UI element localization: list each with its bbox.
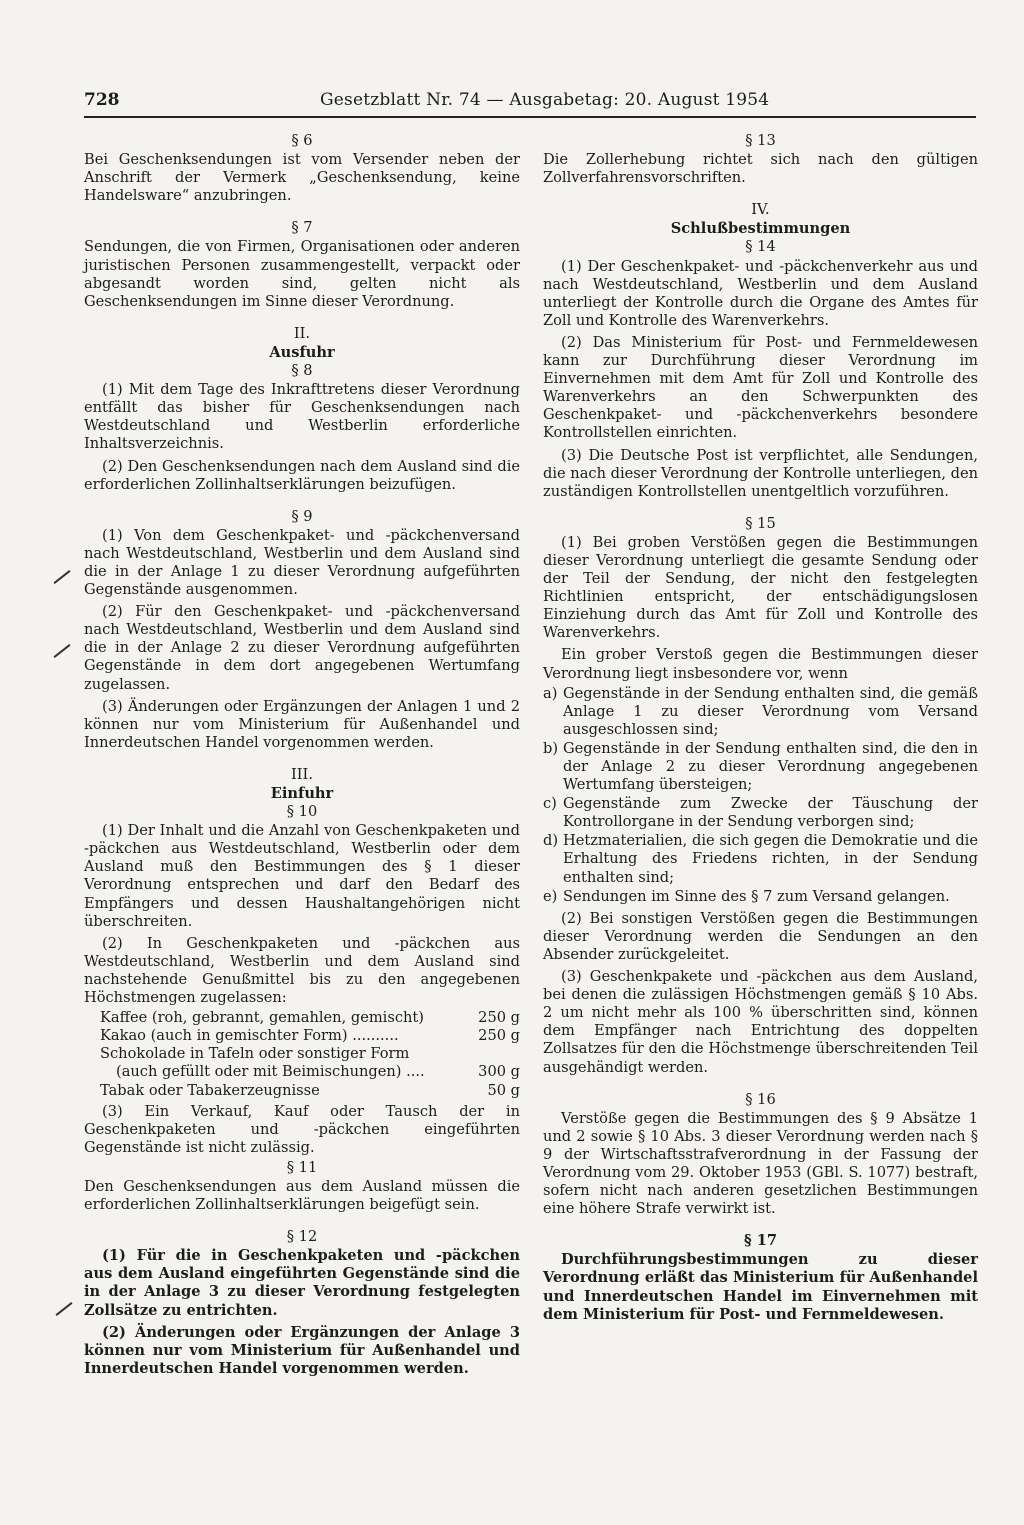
- violation-list: [543, 685, 978, 906]
- goods-row: [100, 1063, 520, 1081]
- paragraph: Den Geschenksendungen aus dem Ausland müssen die erforderlichen Zollinhaltserklärungen beigefügt sein.: [84, 1177, 520, 1214]
- page-header: [84, 88, 976, 118]
- section-heading: § 16: [745, 1090, 776, 1108]
- section-heading: § 11: [286, 1158, 318, 1176]
- paragraph: (2) Bei sonstigen Verstößen gegen die Bestimmungen dieser Verordnung werden die Sendungen an den Absender zurückgeleitet.: [543, 909, 978, 963]
- paragraph: (1) Mit dem Tage des Inkrafttretens dieser Verordnung entfällt das bisher für Geschenksendungen nach Westdeutschland und Westberlin erforderliche Inhaltsverzeichnis.: [84, 381, 520, 453]
- goods-row: [100, 1027, 520, 1045]
- goods-name: Kaffee (roh, gebrannt, gemahlen, gemischt): [100, 1009, 424, 1027]
- goods-name: Kakao (auch in gemischter Form) ..........: [100, 1027, 399, 1045]
- margin-mark: [54, 570, 71, 584]
- list-item: [543, 740, 978, 794]
- paragraph: (2) In Geschenkpaketen und -päckchen aus Westdeutschland, Westberlin und dem Ausland sind nachstehende Genußmittel bis zu den angegebenen Höchstmengen zugelassen:: [84, 934, 520, 1007]
- section-heading: § 6: [291, 132, 313, 149]
- paragraph: Durchführungsbestimmungen zu dieser Verordnung erläßt das Ministerium für Außenhandel und Innerdeutschen Handel im Einvernehmen mit dem Ministerium für Post- und Fernmeldewesen.: [543, 1251, 978, 1323]
- part-title: Schlußbestimmungen: [670, 220, 851, 238]
- section-heading: § 13: [745, 132, 776, 149]
- list-item: [543, 832, 978, 886]
- list-letter: c): [543, 795, 557, 813]
- section-heading: § 17: [743, 1232, 778, 1250]
- section-heading: § 14: [745, 238, 776, 256]
- list-text: Gegenstände zum Zwecke der Täuschung der Kontrollorgane in der Sendung verborgen sind;: [563, 795, 978, 831]
- paragraph: Sendungen, die von Firmen, Organisationen oder anderen juristischen Personen zusammengestellt, verpackt oder abgesandt worden sind, gelten nicht als Geschenksendungen im Sinne dieser Verordnung.: [84, 238, 520, 310]
- section-heading: § 12: [286, 1228, 318, 1246]
- paragraph: (3) Änderungen oder Ergänzungen der Anlagen 1 und 2 können nur vom Ministerium für Außenhandel und Innerdeutschen Handel vorgenommen werden.: [84, 697, 520, 751]
- part-title: Ausfuhr: [269, 343, 335, 361]
- list-letter: a): [543, 684, 558, 702]
- page-number: 728: [84, 90, 120, 110]
- section-heading: § 15: [745, 514, 776, 532]
- goods-name: Schokolade in Tafeln oder sonstiger Form: [100, 1045, 410, 1063]
- paragraph: Verstöße gegen die Bestimmungen des § 9 Absätze 1 und 2 sowie § 10 Abs. 3 dieser Verordnung werden nach § 9 der Wirtschaftsstrafverordnung in der Fassung der Verordnung vom 29. Oktober 1953 (GBl. S. 1077) bestraft, sofern nicht nach anderen gesetzlichen Bestimmungen eine höhere Strafe verwirkt ist.: [543, 1109, 978, 1218]
- margin-mark: [54, 644, 71, 658]
- goods-qty: 50 g: [487, 1081, 520, 1099]
- paragraph: (3) Geschenkpakete und -päckchen aus dem Ausland, bei denen die zulässigen Höchstmengen gemäß § 10 Abs. 2 um nicht mehr als 100 % überschritten sind, können dem Empfänger nach Entrichtung des doppelten Zollsatzes für den die Höchstmenge überschreitenden Teil ausgehändigt werden.: [543, 968, 978, 1076]
- paragraph: Ein grober Verstoß gegen die Bestimmungen dieser Verordnung liegt insbesondere vor, wenn: [543, 646, 978, 682]
- goods-qty: 250 g: [478, 1027, 520, 1045]
- paragraph: (3) Die Deutsche Post ist verpflichtet, alle Sendungen, die nach dieser Verordnung der Kontrolle unterliegen, den zuständigen Kontrollstellen unentgeltlich vorzuführen.: [543, 446, 978, 500]
- list-letter: d): [543, 832, 559, 850]
- goods-name: (auch gefüllt oder mit Beimischungen) ....: [116, 1063, 425, 1081]
- section-heading: § 7: [291, 219, 313, 237]
- section-heading: § 8: [291, 362, 313, 380]
- paragraph: (3) Ein Verkauf, Kauf oder Tausch der in Geschenkpaketen und -päckchen eingeführten Gegenstände ist nicht zulässig.: [84, 1102, 520, 1156]
- goods-qty: 300 g: [478, 1063, 520, 1081]
- list-item: [543, 685, 978, 739]
- paragraph: (1) Für die in Geschenkpaketen und -päckchen aus dem Ausland eingeführten Gegenstände sind die in der Anlage 3 zu dieser Verordnung festgelegten Zollsätze zu entrichten.: [84, 1247, 520, 1319]
- list-item: [543, 795, 978, 831]
- list-text: Gegenstände in der Sendung enthalten sind, die gemäß Anlage 1 zu dieser Verordnung vom Versand ausgeschlossen sind;: [563, 684, 978, 738]
- list-item: [543, 888, 978, 906]
- section-heading: § 10: [286, 803, 318, 821]
- goods-row: [100, 1009, 520, 1027]
- goods-row: [100, 1045, 520, 1063]
- goods-list: [100, 1009, 520, 1099]
- paragraph: Bei Geschenksendungen ist vom Versender neben der Anschrift der Vermerk „Geschenksendung, keine Handelsware“ anzubringen.: [84, 151, 520, 205]
- goods-row: [100, 1082, 520, 1100]
- paragraph: (1) Der Geschenkpaket- und -päckchenverkehr aus und nach Westdeutschland, Westberlin und dem Ausland unterliegt der Kontrolle durch die Organe des Amtes für Zoll und Kontrolle des Warenverkehrs.: [543, 257, 978, 329]
- paragraph: (2) Das Ministerium für Post- und Fernmeldewesen kann zur Durchführung dieser Verordnung im Einvernehmen mit dem Amt für Zoll und Kontrolle des Warenverkehrs an den Schwerpunkten des Geschenkpaket- und -päckchenverkehrs besondere Kontrollstellen einrichten.: [543, 333, 978, 442]
- paragraph: (2) Für den Geschenkpaket- und -päckchenversand nach Westdeutschland, Westberlin und dem Ausland sind die in der Anlage 2 zu dieser Verordnung aufgeführten Gegenstände in dem dort angegebenen Wertumfang zugelassen.: [84, 603, 520, 693]
- goods-qty: 250 g: [478, 1009, 520, 1027]
- header-title: Gesetzblatt Nr. 74 — Ausgabetag: 20. August 1954: [320, 90, 770, 110]
- paragraph: (1) Bei groben Verstößen gegen die Bestimmungen dieser Verordnung unterliegt die gesamte Sendung oder der Teil der Sendung, der nicht den festgelegten Richtlinien entspricht, der entschädigungslosen Einziehung durch das Amt für Zoll und Kontrolle des Warenverkehrs.: [543, 533, 978, 642]
- section-heading: § 9: [291, 507, 313, 525]
- part-number: IV.: [751, 201, 770, 219]
- part-number: III.: [291, 765, 313, 783]
- list-letter: b): [543, 739, 559, 757]
- goods-name: Tabak oder Tabakerzeugnisse: [100, 1081, 320, 1099]
- paragraph: (1) Der Inhalt und die Anzahl von Geschenkpaketen und -päckchen aus Westdeutschland, Westberlin oder dem Ausland muß den Bestimmungen des § 1 dieser Verordnung entsprechen und darf den Bedarf des Empfängers und dessen Haushaltangehörigen nicht überschreiten.: [84, 822, 520, 930]
- list-letter: e): [543, 887, 558, 905]
- part-number: II.: [293, 324, 311, 342]
- paragraph: (2) Den Geschenksendungen nach dem Ausland sind die erforderlichen Zollinhaltserklärungen beizufügen.: [84, 457, 520, 493]
- paragraph: Die Zollerhebung richtet sich nach den gültigen Zollverfahrensvorschriften.: [543, 151, 978, 187]
- list-text: Hetzmaterialien, die sich gegen die Demokratie und die Erhaltung des Friedens richten, in der Sendung enthalten sind;: [563, 832, 978, 886]
- left-column: [84, 132, 520, 1380]
- right-column: [543, 132, 978, 1326]
- paragraph: (2) Änderungen oder Ergänzungen der Anlage 3 können nur vom Ministerium für Außenhandel und Innerdeutschen Handel vorgenommen werden.: [84, 1323, 520, 1377]
- goods-qty: [468, 1045, 520, 1063]
- paragraph: (1) Von dem Geschenkpaket- und -päckchenversand nach Westdeutschland, Westberlin und dem Ausland sind die in der Anlage 1 zu dieser Verordnung aufgeführten Gegenstände ausgenommen.: [84, 526, 520, 599]
- part-title: Einfuhr: [270, 785, 334, 802]
- list-text: Gegenstände in der Sendung enthalten sind, die den in der Anlage 2 zu dieser Verordnung angegebenen Wertumfang übersteigen;: [563, 739, 978, 794]
- margin-mark: [56, 1302, 73, 1316]
- list-text: Sendungen im Sinne des § 7 zum Versand gelangen.: [563, 887, 950, 905]
